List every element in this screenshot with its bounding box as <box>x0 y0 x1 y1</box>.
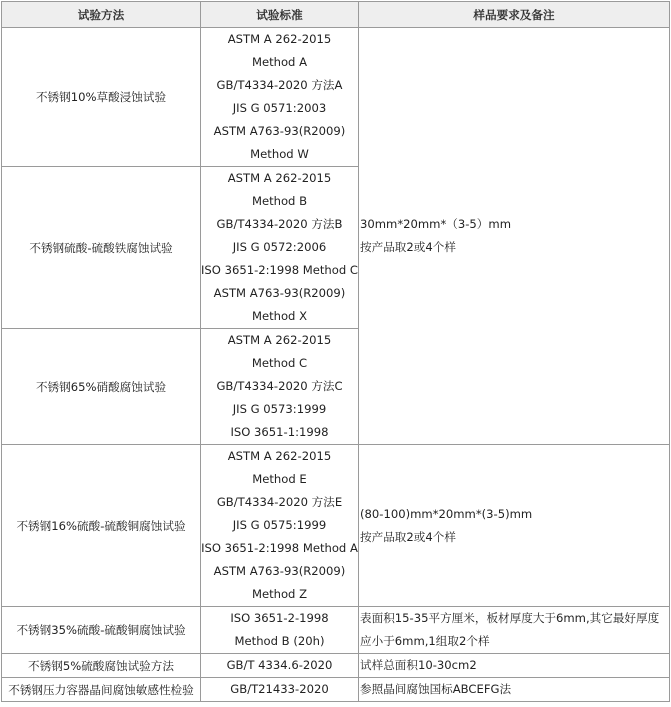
standard-line: GB/T 4334.6-2020 <box>226 658 333 673</box>
standard-line: ASTM A763-93(R2009) <box>213 286 346 300</box>
standard-line: JIS G 0575:1999 <box>232 518 327 532</box>
standard-line: Method C <box>251 356 308 370</box>
method-cell: 不锈钢35%硫酸-硫酸铜腐蚀试验 <box>2 607 201 654</box>
method-cell: 不锈钢硫酸-硫酸铁腐蚀试验 <box>2 167 201 329</box>
note-line: 按产品取2或4个样 <box>360 529 456 544</box>
standard-cell <box>201 654 359 678</box>
standard-line: ASTM A 262-2015 <box>227 171 332 185</box>
standard-line: ISO 3651-1:1998 <box>230 425 329 439</box>
header-notes: 样品要求及备注 <box>359 2 670 28</box>
standard-line: ASTM A 262-2015 <box>227 32 332 46</box>
standard-line: Method X <box>251 309 308 323</box>
notes-cell <box>359 607 670 654</box>
standard-cell <box>201 678 359 702</box>
table-row <box>2 28 670 167</box>
note-line: (80-100)mm*20mm*(3-5)mm <box>360 506 533 521</box>
standard-line: ASTM A 262-2015 <box>227 333 332 347</box>
table-row <box>2 445 670 607</box>
notes-cell <box>359 678 670 702</box>
note-line: 参照晶间腐蚀国标ABCEFG法 <box>360 682 512 696</box>
standard-line: Method B <box>251 194 308 208</box>
notes-cell <box>359 28 670 445</box>
standard-line: JIS G 0572:2006 <box>232 240 327 254</box>
standard-line: JIS G 0573:1999 <box>232 402 327 416</box>
note-line: 按产品取2或4个样 <box>360 240 456 254</box>
standard-line: GB/T4334-2020 方法B <box>216 217 343 231</box>
standard-line: JIS G 0571:2003 <box>232 101 327 115</box>
standard-cell <box>201 445 359 607</box>
method-cell: 不锈钢16%硫酸-硫酸铜腐蚀试验 <box>2 445 201 607</box>
standard-line: GB/T4334-2020 方法C <box>216 379 343 393</box>
standard-line: ASTM A763-93(R2009) <box>213 564 346 578</box>
method-cell: 不锈钢10%草酸浸蚀试验 <box>2 28 201 167</box>
standard-line: GB/T4334-2020 方法A <box>216 78 343 92</box>
standard-line: ISO 3651-2-1998 <box>230 611 329 625</box>
standard-line: GB/T21433-2020 <box>230 682 329 697</box>
standard-line: Method Z <box>251 587 308 601</box>
standard-cell <box>201 167 359 329</box>
notes-cell <box>359 445 670 607</box>
header-method: 试验方法 <box>2 2 201 28</box>
table-row <box>2 654 670 678</box>
notes-cell <box>359 654 670 678</box>
standard-line: Method A <box>251 55 308 69</box>
standard-line: Method W <box>250 147 309 161</box>
method-cell: 不锈钢5%硫酸腐蚀试验方法 <box>2 654 201 678</box>
header-row <box>2 2 670 28</box>
standard-cell <box>201 329 359 445</box>
standard-line: GB/T4334-2020 方法E <box>216 495 343 509</box>
note-line: 表面积15-35平方厘米，板材厚度大于6mm,其它最好厚度应小于6mm,1组取2个样 <box>360 611 660 648</box>
test-methods-table <box>1 1 670 702</box>
standard-cell <box>201 607 359 654</box>
method-cell: 不锈钢压力容器晶间腐蚀敏感性检验 <box>2 678 201 702</box>
table-row <box>2 607 670 654</box>
standard-line: Method B (20h) <box>234 634 325 648</box>
method-cell: 不锈钢65%硝酸腐蚀试验 <box>2 329 201 445</box>
standard-line: ISO 3651-2:1998 Method A <box>201 541 358 555</box>
table-row <box>2 678 670 702</box>
standard-line: ASTM A763-93(R2009) <box>213 124 346 138</box>
standard-line: ISO 3651-2:1998 Method C <box>201 263 359 277</box>
standard-cell <box>201 28 359 167</box>
standard-line: Method E <box>252 472 307 486</box>
note-line: 试样总面积10-30cm2 <box>360 658 477 672</box>
standard-line: ASTM A 262-2015 <box>227 449 332 463</box>
header-standard: 试验标准 <box>201 2 359 28</box>
note-line: 30mm*20mm*（3-5）mm <box>360 217 511 231</box>
